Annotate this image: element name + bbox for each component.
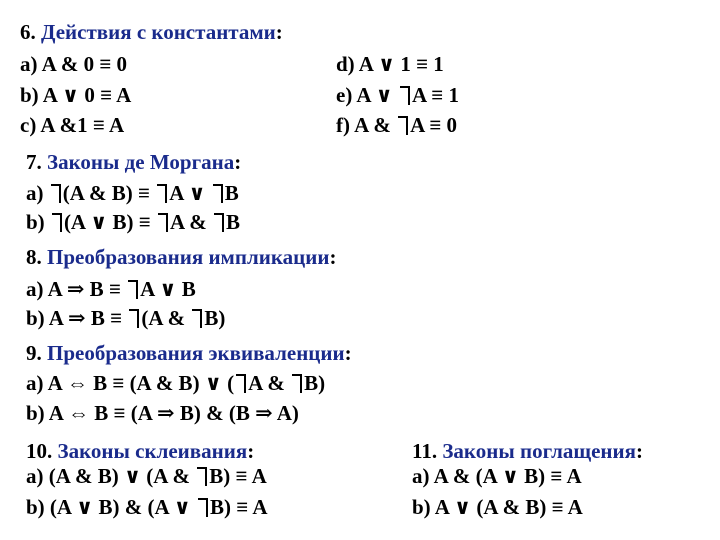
negation-icon [397, 116, 409, 135]
section-8-item-b-part3: B) [204, 306, 226, 330]
section-6-title: Действия с константами [41, 20, 276, 44]
section-7-number: 7. [26, 150, 42, 174]
section-9-item-a-part3: B) [304, 371, 326, 395]
section-7-item-b-part3: A & [169, 210, 212, 234]
section-7-title: Законы де Моргана [47, 150, 235, 174]
section-7-item-a [26, 183, 239, 204]
section-7-item-a-part1: a) [26, 181, 49, 205]
section-6-item-f-part1: f) A & [336, 113, 397, 137]
section-10-colon: : [247, 439, 255, 463]
section-10-item-b-part2: B) ≡ A [210, 495, 268, 519]
section-11-item-a: a) A & (A ∨ B) ≡ A [412, 464, 582, 488]
section-11-item-b: b) A ∨ (A & B) ≡ A [412, 495, 583, 519]
negation-icon [197, 498, 209, 517]
section-10-title: Законы склеивания [57, 439, 248, 463]
section-7-heading [26, 152, 241, 173]
section-6-item-d: d) A ∨ 1 ≡ 1 [336, 52, 444, 76]
section-7-item-b-part4: B [225, 210, 240, 234]
section-10-number: 10. [26, 439, 53, 463]
section-8-heading [26, 247, 336, 268]
section-6-colon: : [275, 20, 283, 44]
section-6-item-c: c) A &1 ≡ A [20, 113, 125, 137]
section-6-item-f-part2: A ≡ 0 [410, 113, 458, 137]
section-9-title: Преобразования эквиваленции [47, 341, 345, 365]
section-6-number: 6. [20, 20, 36, 44]
section-6-item-f [336, 115, 457, 136]
section-10-item-a-part2: B) ≡ A [209, 464, 267, 488]
negation-icon [213, 213, 225, 232]
section-7-item-b-part2: (A ∨ B) ≡ [63, 210, 156, 234]
negation-icon [235, 374, 247, 393]
section-11-title: Законы поглащения [442, 439, 636, 463]
section-11-number: 11. [412, 439, 438, 463]
section-8-title: Преобразования импликации [47, 245, 330, 269]
section-9-colon: : [344, 341, 352, 365]
section-8-item-b-part1: b) A ⇒ B ≡ [26, 306, 128, 330]
negation-icon [212, 184, 224, 203]
negation-icon [156, 184, 168, 203]
section-7-item-a-part3: A ∨ [169, 181, 211, 205]
negation-icon [128, 309, 140, 328]
section-7-item-a-part2: (A & B) ≡ [62, 181, 156, 205]
section-10-item-b-part1: b) (A ∨ B) & (A ∨ [26, 495, 197, 519]
section-6-item-e-part2: A ≡ 1 [411, 83, 459, 107]
negation-icon [191, 309, 203, 328]
section-6-item-e-part1: e) A ∨ [336, 83, 398, 107]
section-8-colon: : [329, 245, 337, 269]
section-6-item-b: b) A ∨ 0 ≡ A [20, 83, 132, 107]
section-7-item-b [26, 212, 240, 233]
section-9-item-a [26, 373, 325, 394]
section-6-heading [20, 22, 283, 43]
negation-icon [399, 86, 411, 105]
section-8-item-a [26, 279, 196, 300]
section-7-item-a-part4: B [224, 181, 239, 205]
section-9-heading [26, 343, 352, 364]
section-10-item-b [26, 497, 268, 518]
negation-icon [127, 280, 139, 299]
negation-icon [196, 467, 208, 486]
negation-icon [51, 213, 63, 232]
section-6-item-e [336, 85, 459, 106]
section-7-colon: : [234, 150, 242, 174]
section-6-item-a: a) A & 0 ≡ 0 [20, 52, 128, 76]
section-9-item-a-part2: A & [248, 371, 291, 395]
section-7-item-b-part1: b) [26, 210, 50, 234]
section-9-number: 9. [26, 341, 42, 365]
section-9-item-b: b) A ⇔ B ≡ (A ⇒ B) & (B ⇒ A) [26, 401, 299, 425]
section-10-heading [26, 441, 254, 462]
section-10-item-a [26, 466, 267, 487]
negation-icon [157, 213, 169, 232]
section-8-item-b [26, 308, 225, 329]
section-9-item-a-part1: a) A ⇔ B ≡ (A & B) ∨ ( [26, 371, 235, 395]
section-10-item-a-part1: a) (A & B) ∨ (A & [26, 464, 196, 488]
negation-icon [291, 374, 303, 393]
section-8-number: 8. [26, 245, 42, 269]
section-11-heading [412, 441, 643, 462]
section-11-colon: : [635, 439, 643, 463]
section-8-item-a-part1: a) A ⇒ B ≡ [26, 277, 127, 301]
section-8-item-a-part2: A ∨ B [140, 277, 196, 301]
negation-icon [50, 184, 62, 203]
section-8-item-b-part2: (A & [141, 306, 191, 330]
